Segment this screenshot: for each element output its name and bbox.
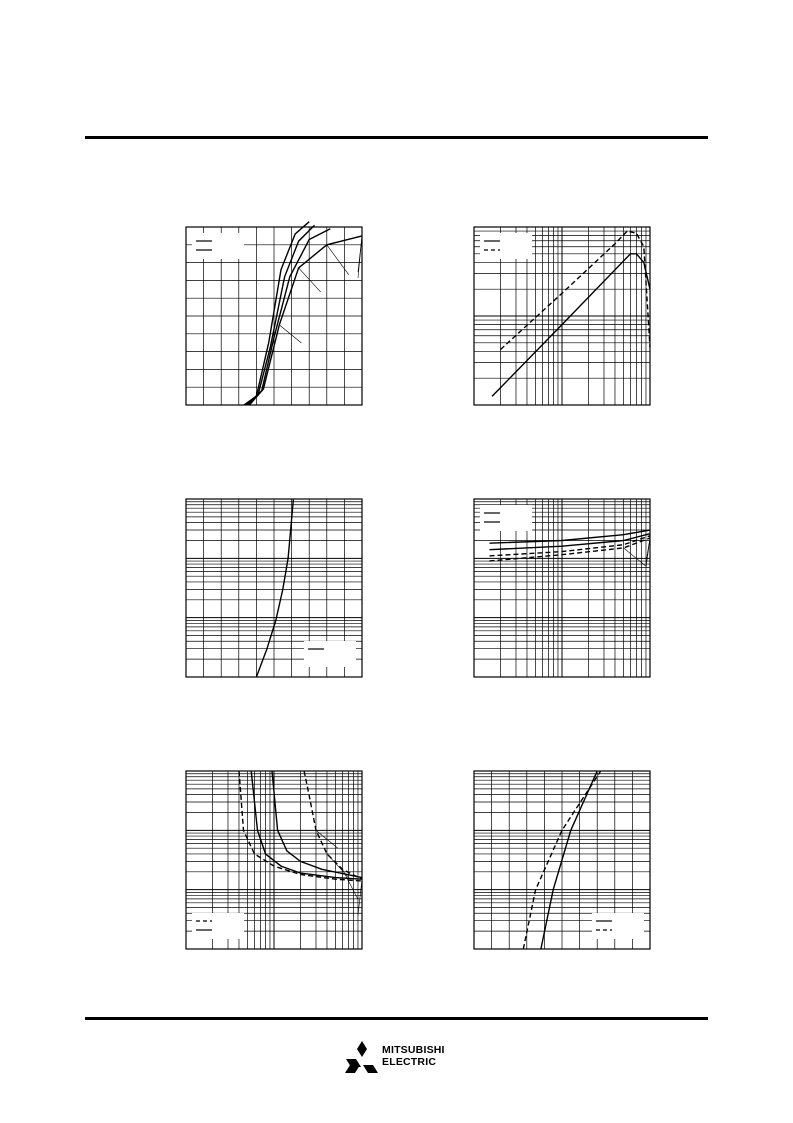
footer-rule [85,1017,708,1020]
logo-text-line1: MITSUBISHI [382,1044,445,1056]
annotation-leader [624,548,646,566]
series-line-1 [490,530,651,543]
chart-middle-left-plot [186,499,362,677]
legend-box [480,233,532,259]
chart-bottom-right-plot [474,771,650,949]
header-rule [85,136,708,139]
series-line-1 [256,499,293,677]
legend-box [192,913,244,939]
chart-top-left [186,227,362,405]
annotation-leader [358,879,362,915]
legend-box [192,233,244,259]
chart-middle-right [474,499,650,677]
annotation-leader [358,236,362,278]
annotation-leader [327,854,349,878]
series-line-1 [541,771,597,949]
legend-box [304,641,356,667]
chart-bottom-left-plot [186,771,362,949]
three-diamonds-icon [345,1041,379,1075]
chart-top-right [474,227,650,405]
legend-box [592,913,644,939]
annotation-leader [299,268,321,292]
chart-top-left-plot [186,227,362,405]
chart-bottom-right [474,771,650,949]
logo-text-line2: ELECTRIC [382,1056,437,1068]
chart-middle-left [186,499,362,677]
legend-box [480,505,532,531]
series-line-4 [249,236,362,405]
chart-top-right-plot [474,227,650,405]
annotation-leader [342,869,358,899]
mitsubishi-logo [345,1041,460,1075]
chart-bottom-left [186,771,362,949]
chart-middle-right-plot [474,499,650,677]
annotation-leader [327,245,349,275]
